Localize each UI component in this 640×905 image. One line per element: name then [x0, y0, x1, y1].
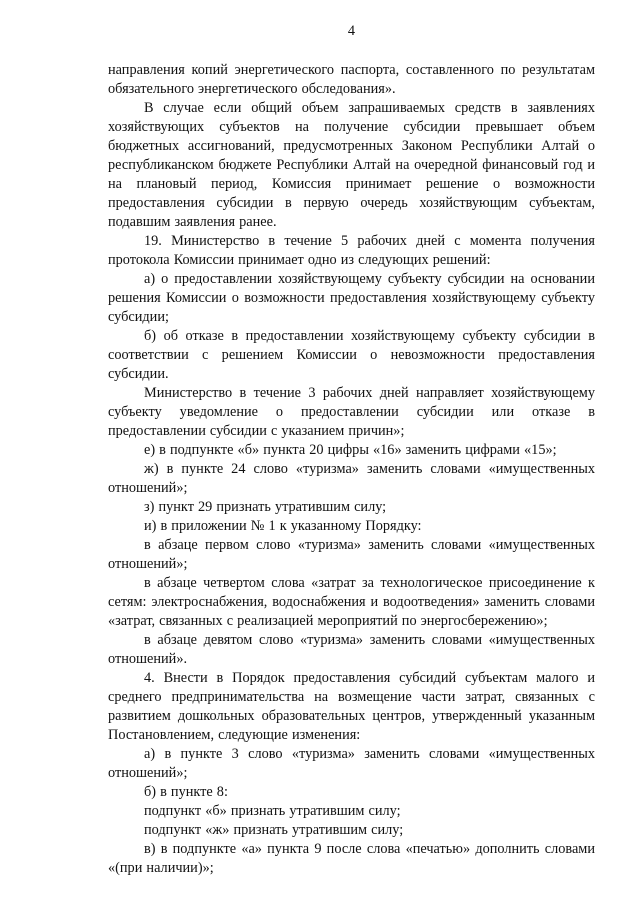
paragraph-amend-zh: ж) в пункте 24 слово «туризма» заменить словами «имущественных отношений»; — [108, 461, 595, 496]
paragraph-item-4-v: в) в подпункте «а» пункта 9 после слова «печатью» дополнить словами «(при наличии)»; — [108, 841, 595, 876]
paragraph-amend-i: и) в приложении № 1 к указанному Порядку: — [144, 518, 422, 534]
paragraph-abzac-4: в абзаце четвертом слова «затрат за технологическое присоединение к сетям: электроснабжения, водоснабжения и водоотведения» заменить словами «затрат, связанных с реализацией мероприятий по энергосбережению»; — [108, 575, 595, 629]
paragraph-item-4-b: б) в пункте 8: — [144, 784, 228, 800]
paragraph-item-19: 19. Министерство в течение 5 рабочих дней с момента получения протокола Комиссии принимает одно из следующих решений: — [108, 233, 595, 268]
page-number: 4 — [347, 23, 356, 39]
paragraph-decision-a: а) о предоставлении хозяйствующему субъекту субсидии на основании решения Комиссии о возможности предоставления хозяйствующему субъекту субсидии; — [108, 271, 595, 325]
paragraph-abzac-1: в абзаце первом слово «туризма» заменить словами «имущественных отношений»; — [108, 537, 595, 572]
paragraph-continuation: направления копий энергетического паспорта, составленного по результатам обязательного энергетического обследования». — [108, 62, 595, 97]
paragraph-amend-z: з) пункт 29 признать утратившим силу; — [144, 499, 387, 515]
paragraph-notification: Министерство в течение 3 рабочих дней направляет хозяйствующему субъекту уведомление о предоставлении субсидии или отказе в предоставлении субсидии с указанием причин»; — [108, 385, 595, 439]
paragraph-decision-b: б) об отказе в предоставлении хозяйствующему субъекту субсидии в соответствии с решением Комиссии о невозможности предоставления субсидии. — [108, 328, 595, 382]
paragraph-amend-e: е) в подпункте «б» пункта 20 цифры «16» заменить цифрами «15»; — [144, 442, 557, 458]
paragraph-subitem-zh: подпункт «ж» признать утратившим силу; — [144, 822, 404, 838]
paragraph-item-4: 4. Внести в Порядок предоставления субсидий субъектам малого и среднего предпринимательства на возмещение части затрат, связанных с развитием дошкольных образовательных центров, утвержденный указанным Постановлением, следующие изменения: — [108, 670, 595, 743]
paragraph-abzac-9: в абзаце девятом слово «туризма» заменить словами «имущественных отношений». — [108, 632, 595, 667]
paragraph-item-4-a: а) в пункте 3 слово «туризма» заменить словами «имущественных отношений»; — [108, 746, 595, 781]
paragraph-subitem-b: подпункт «б» признать утратившим силу; — [144, 803, 401, 819]
paragraph-budget-limit: В случае если общий объем запрашиваемых средств в заявлениях хозяйствующих субъектов на получение субсидии превышает объем бюджетных ассигнований, предусмотренных Законом Республики Алтай о республиканском бюджете Республики Алтай на очередной финансовый год и на плановый период, Комиссия принимает решение о возможности предоставления субсидии в первую очередь хозяйствующим субъектам, подавшим заявления ранее. — [108, 100, 595, 230]
